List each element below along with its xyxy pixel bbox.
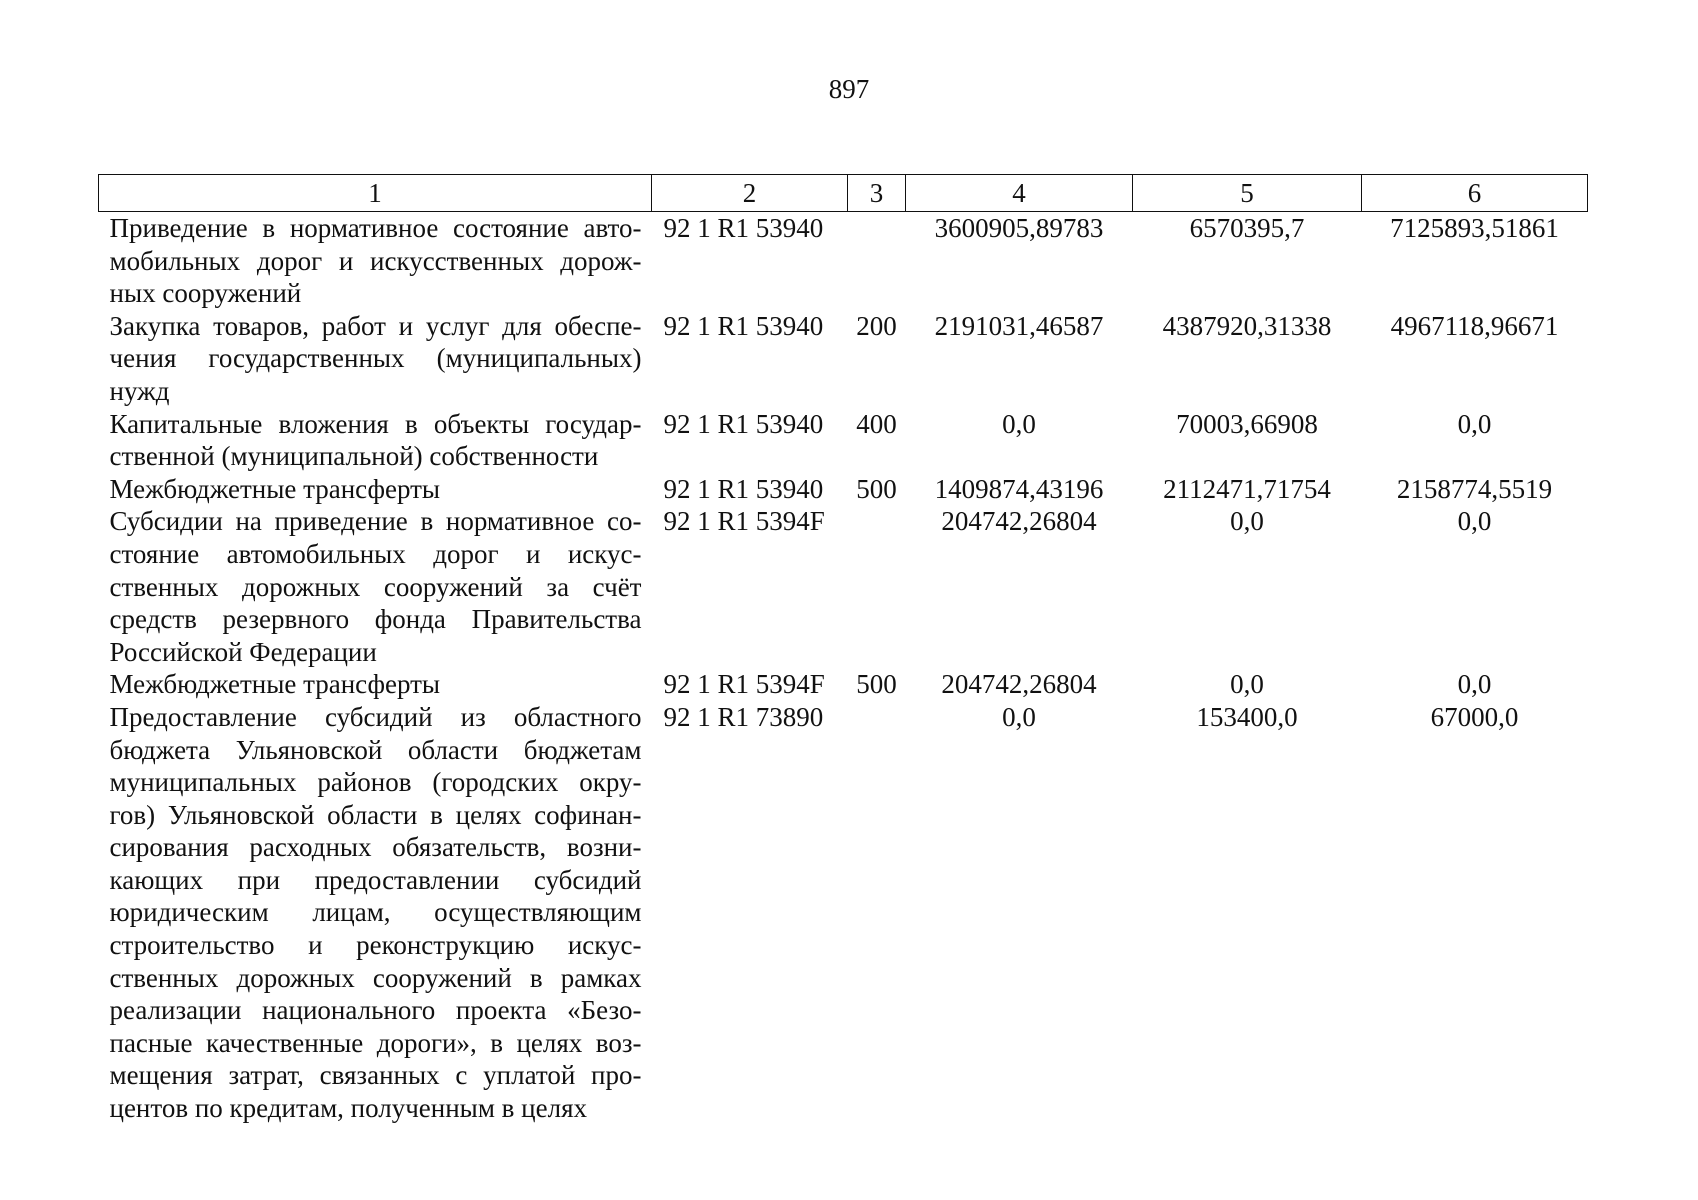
row-type (848, 701, 906, 1125)
row-value-6: 0,0 (1457, 669, 1492, 700)
row-code: 92 1 R1 73890 (663, 701, 824, 732)
table-row (99, 212, 1588, 310)
table-row (99, 505, 1588, 668)
table-row (99, 473, 1588, 506)
column-header-1: 1 (99, 175, 652, 212)
row-name: Приведение в нормативное состояние авто-мобильных дорог и искусственных дорож-ных сооружений (109, 213, 642, 309)
row-name: Капитальные вложения в объекты государ-ственной (муниципальной) собственности (109, 408, 642, 472)
row-value-5: 2112471,71754 (1163, 473, 1331, 504)
column-header-3: 3 (848, 175, 906, 212)
table-header (99, 175, 1588, 212)
table-row (99, 408, 1588, 473)
row-value-6: 2158774,5519 (1396, 473, 1553, 504)
column-header-6: 6 (1362, 175, 1588, 212)
row-name: Межбюджетные трансферты (109, 669, 441, 700)
table-body (99, 212, 1588, 1125)
table-row (99, 668, 1588, 701)
row-code: 92 1 R1 53940 (663, 408, 824, 439)
header-row (99, 175, 1588, 212)
row-value-4: 204742,26804 (941, 506, 1097, 537)
column-header-4: 4 (906, 175, 1133, 212)
row-value-6: 7125893,51861 (1390, 213, 1559, 243)
row-value-5: 0,0 (1230, 669, 1264, 700)
row-value-4: 3600905,89783 (934, 213, 1104, 243)
table-row (99, 310, 1588, 408)
row-name: Предоставление субсидий из областного бюджета Ульяновской области бюджетам муниципальных районов (городских окру-гов) Ульяновской области в целях софинан-сирования расходных обязательств, возни-кающих при предоставлении субсидий юридическим лицам, осуществляющим строительство и реконструкцию искус-ственных дорожных сооружений в рамках реализации национального проекта «Безо-пасные качественные дороги», в целях воз-мещения затрат, связанных с уплатой про-центов по кредитам, полученным в целях (109, 701, 642, 1124)
row-type: 200 (856, 310, 897, 341)
column-header-5: 5 (1133, 175, 1362, 212)
row-value-4: 0,0 (1002, 408, 1036, 439)
row-value-5: 0,0 (1230, 506, 1264, 537)
page-number: 897 (828, 74, 870, 104)
row-code: 92 1 R1 5394F (663, 506, 825, 537)
row-value-4: 204742,26804 (941, 669, 1097, 700)
budget-table (98, 174, 1588, 1125)
row-value-4: 1409874,43196 (934, 473, 1104, 504)
row-name: Закупка товаров, работ и услуг для обеспе-чения государственных (муниципальных) нужд (109, 310, 642, 406)
row-code: 92 1 R1 53940 (663, 310, 824, 341)
row-value-5: 4387920,31338 (1162, 310, 1332, 341)
row-name: Межбюджетные трансферты (109, 473, 441, 504)
row-type (848, 505, 906, 668)
row-type (848, 212, 906, 310)
column-header-2: 2 (652, 175, 848, 212)
row-type: 500 (856, 473, 897, 504)
row-value-6: 4967118,96671 (1390, 310, 1559, 341)
row-name: Субсидии на приведение в нормативное со-стояние автомобильных дорог и искус-ственных дорожных сооружений за счёт средств резервного фонда Правительства Российской Федерации (109, 506, 642, 667)
row-value-5: 153400,0 (1196, 701, 1298, 732)
row-value-6: 0,0 (1457, 408, 1492, 439)
table-row (99, 701, 1588, 1125)
row-code: 92 1 R1 53940 (663, 473, 824, 504)
row-value-6: 67000,0 (1430, 701, 1519, 732)
row-value-4: 2191031,46587 (934, 310, 1104, 341)
row-type: 500 (856, 669, 897, 700)
row-value-6: 0,0 (1457, 506, 1492, 537)
row-code: 92 1 R1 53940 (663, 213, 824, 243)
row-value-5: 6570395,7 (1189, 213, 1305, 243)
row-type: 400 (856, 408, 897, 439)
row-code: 92 1 R1 5394F (663, 669, 825, 700)
row-value-5: 70003,66908 (1176, 408, 1318, 439)
row-value-4: 0,0 (1002, 701, 1036, 732)
